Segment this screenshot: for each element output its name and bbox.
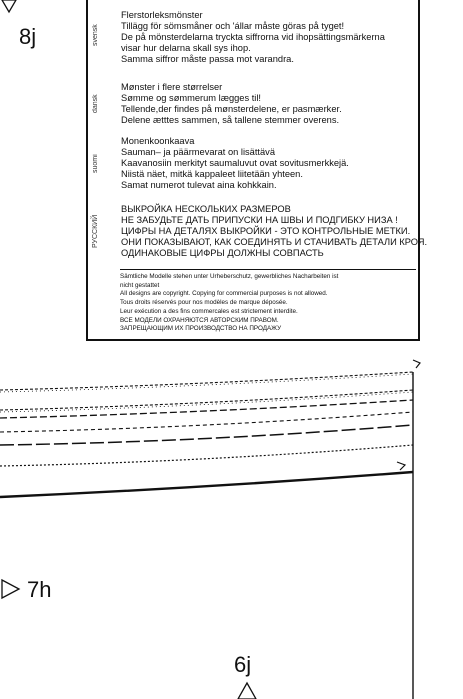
- notch-label-6j: 6j: [234, 652, 252, 677]
- pattern-info-box: [86, 0, 428, 341]
- divider: [120, 269, 416, 270]
- copyright-line: Leur exécution a des fins commercales est strictement interdite.: [120, 307, 298, 315]
- copyright-line: ВСЕ МОДЕЛИ ОХРАНЯЮТСЯ АВТОРСКИМ ПРАВОМ.: [120, 316, 279, 324]
- lang-block-finnish: [88, 136, 418, 194]
- lang-block-swedish: [88, 10, 418, 70]
- lang-label: svensk: [92, 24, 99, 46]
- lang-block-danish: [88, 82, 418, 130]
- lang-block-russian: [88, 204, 428, 262]
- instruction-line: Tillägg för sömsmåner och 'állar måste göras på tyget!: [121, 21, 345, 31]
- instruction-line: De på mönsterdelarna tryckta siffrorna vid ihopsättingsmärkerna: [121, 32, 385, 42]
- copyright-line: Sämtliche Modelle stehen unter Urheberschutz, gewerbliches Nacharbeiten ist: [120, 273, 339, 280]
- instruction-line: Monenkoonkaava: [121, 136, 195, 146]
- instruction-line: Sauman– ja päärmevarat on lisättävä: [121, 147, 276, 157]
- size-line-6: [0, 445, 413, 466]
- instruction-line: visar hur delarna skall sys ihop.: [121, 43, 251, 53]
- copyright-line: nicht gestattet: [120, 281, 160, 289]
- instruction-line: Samma siffror måste passa mot varandra.: [121, 54, 294, 64]
- instruction-line: Samat numerot tulevat aina kohkkain.: [121, 180, 277, 190]
- instruction-line: ОНИ ПОКАЗЫВАЮТ, КАК СОЕДИНЯТЬ И СТАЧИВАТЬ ДЕТАЛИ КРОЯ.: [121, 237, 428, 247]
- instruction-line: Kaavanosiin merkityt saumaluvut ovat sovitusmerkkejä.: [121, 158, 349, 168]
- instruction-line: Flerstorleksmönster: [121, 10, 203, 20]
- instruction-line: ЦИФРЫ НА ДЕТАЛЯХ ВЫКРОЙКИ - ЭТО КОНТРОЛЬНЫЕ МЕТКИ.: [121, 226, 411, 236]
- instruction-line: Delene ætttes sammen, så tallene stemmer overens.: [121, 115, 340, 125]
- size-line-2: [0, 390, 413, 410]
- instruction-line: Tellende,der findes på mønsterdelene, er pasmærker.: [121, 104, 342, 114]
- instruction-line: Sømme og sømmerum lægges til!: [121, 93, 261, 103]
- lang-label: suomi: [92, 154, 99, 174]
- lang-label: dansk: [92, 94, 99, 114]
- lang-label: РУССКИЙ: [92, 214, 99, 248]
- notch-triangle-bottom: [238, 683, 256, 699]
- instruction-line: Niistä näet, mitkä kappaleet liitetään yhteen.: [121, 169, 303, 179]
- notch-label-8j: 8j: [19, 24, 37, 49]
- copyright-line: ЗАПРЕЩАЮЩИМ ИХ ПРОИЗВОДСТВО НА ПРОДАЖУ: [120, 325, 282, 333]
- size-line-5: [0, 425, 413, 445]
- size-line-4: [0, 412, 413, 432]
- grain-mark-lower: [397, 462, 405, 470]
- copyright-line: All designs are copyright. Copying for commercial purposes is not allowed.: [120, 290, 328, 298]
- size-line-7: [0, 472, 413, 497]
- notch-triangle-left: [2, 580, 19, 598]
- instruction-line: ОДИНАКОВЫЕ ЦИФРЫ ДОЛЖНЫ СОВПАСТЬ: [121, 248, 324, 258]
- instruction-line: НЕ ЗАБУДЬТЕ ДАТЬ ПРИПУСКИ НА ШВЫ И ПОДГИБКУ НИЗА !: [121, 215, 398, 225]
- grain-mark-upper: [413, 360, 420, 368]
- copyright-line: Tous droits réservés pour nos modèles de marque déposée.: [120, 299, 288, 307]
- instruction-line: ВЫКРОЙКА НЕСКОЛЬКИХ РАЗМЕРОВ: [121, 204, 291, 214]
- notch-triangle-top: [2, 0, 16, 12]
- notch-label-7h: 7h: [27, 577, 52, 602]
- size-line-1: [0, 372, 413, 390]
- instruction-line: Mønster i flere størrelser: [121, 82, 223, 92]
- copyright-notice: [120, 269, 416, 334]
